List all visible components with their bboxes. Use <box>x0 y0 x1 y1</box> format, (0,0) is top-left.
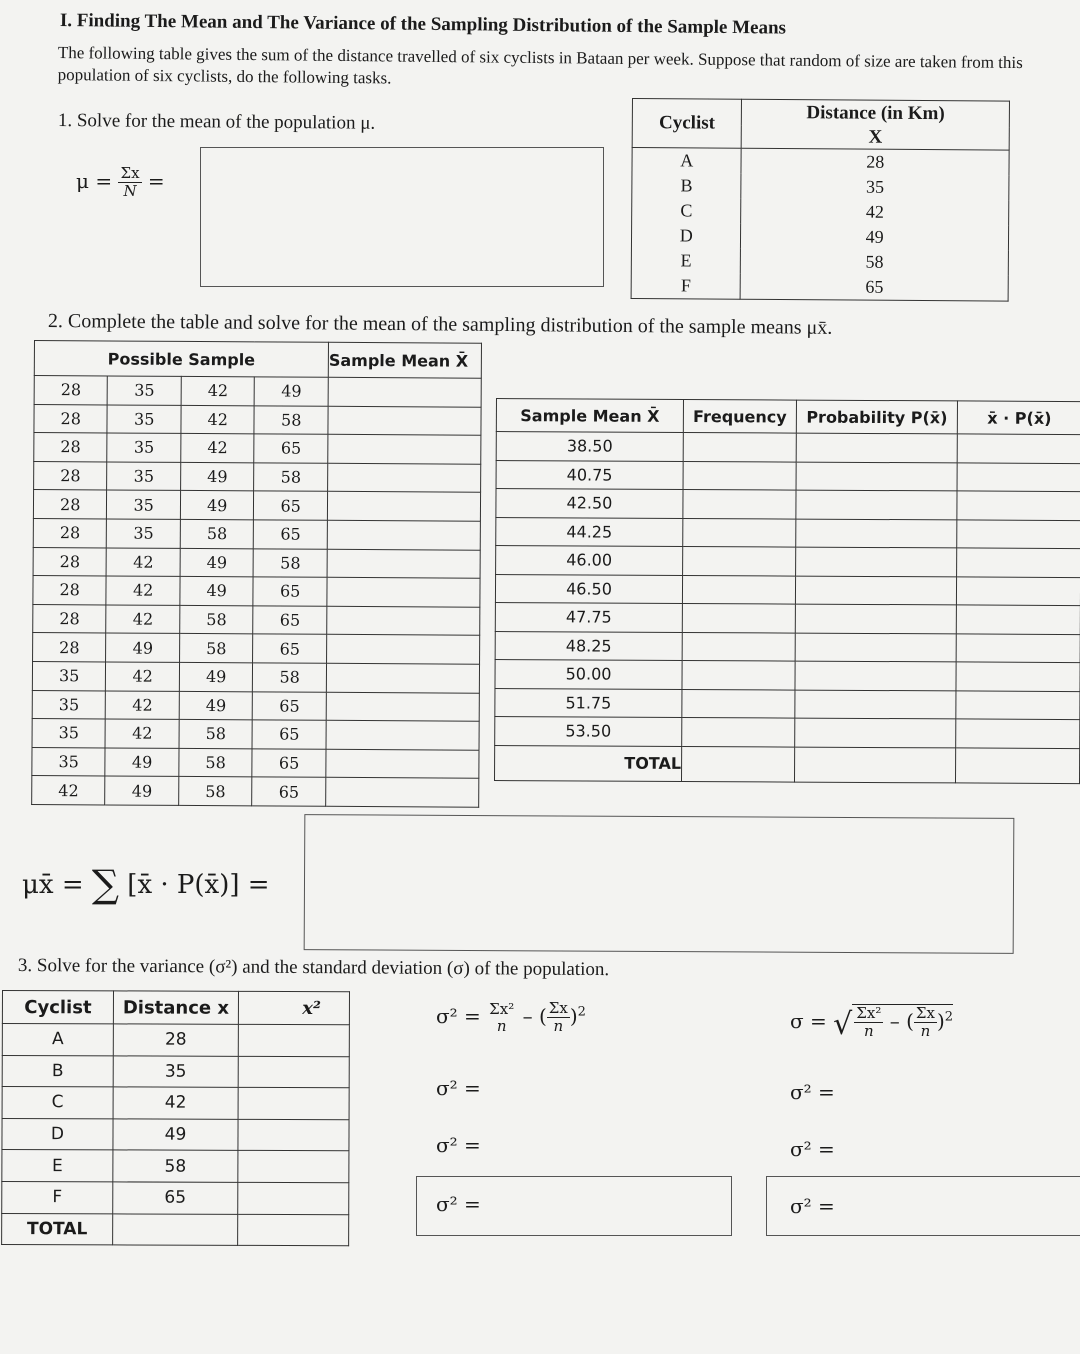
sampling-mean-formula <box>22 862 270 906</box>
fraction-numerator: Σx <box>120 164 140 182</box>
fraction-denominator: n <box>496 1016 507 1035</box>
sample-mean-input[interactable] <box>327 577 480 607</box>
cyclist-cell: A <box>632 148 742 174</box>
probability-input[interactable] <box>795 718 956 747</box>
sample-value-cell: 58 <box>254 548 328 577</box>
sigma-squared-label: σ² = <box>436 1004 481 1028</box>
table-row <box>2 1150 349 1183</box>
fraction-numerator: Σx <box>548 999 568 1017</box>
x-times-p-input[interactable] <box>957 434 1080 463</box>
sum-x-squared-over-n <box>854 1005 883 1040</box>
sample-value-cell: 49 <box>105 748 179 777</box>
x-squared-input[interactable] <box>238 1088 349 1120</box>
question-1: 1. Solve for the mean of the population μ. <box>57 110 376 134</box>
sample-value-cell: 35 <box>107 462 181 491</box>
mu-xbar-label: μx̄ = <box>22 870 84 900</box>
header-distance: Distance (in Km) <box>742 99 1010 127</box>
sample-value-cell: 28 <box>33 547 107 576</box>
sample-mean-input[interactable] <box>327 492 480 522</box>
sample-value-cell: 28 <box>33 490 107 519</box>
probability-input[interactable] <box>795 576 956 605</box>
sample-value-cell: 35 <box>107 490 181 519</box>
sample-mean-cell: 42.50 <box>496 489 683 518</box>
table-row <box>496 546 1080 578</box>
cyclist-cell: E <box>631 248 741 274</box>
frequency-input[interactable] <box>683 489 796 518</box>
x-times-p-input[interactable] <box>956 662 1080 691</box>
distance-cell: 65 <box>740 274 1008 301</box>
distance-cell: 35 <box>741 174 1009 201</box>
frequency-total-input[interactable] <box>681 746 794 782</box>
frequency-input[interactable] <box>682 660 795 689</box>
sample-value-cell: 58 <box>179 748 253 777</box>
samples-body <box>32 376 482 808</box>
cyclist-cell: C <box>2 1087 113 1119</box>
x-times-p-input[interactable] <box>956 690 1080 719</box>
sample-value-cell: 42 <box>106 662 180 691</box>
x-squared-input[interactable] <box>238 1024 349 1056</box>
frequency-body <box>494 432 1080 784</box>
sample-mean-input[interactable] <box>328 434 481 464</box>
sample-mean-input[interactable] <box>326 778 479 808</box>
x-times-p-input[interactable] <box>957 548 1080 577</box>
sample-value-cell: 65 <box>254 434 328 463</box>
minus-sign: – <box>522 1004 533 1028</box>
table-row <box>496 432 1080 464</box>
cyclist-cell: A <box>2 1024 113 1056</box>
mu-symbol: μ <box>76 169 89 193</box>
sample-value-cell: 35 <box>107 433 181 462</box>
sample-value-cell: 49 <box>179 691 253 720</box>
distance-cell: 28 <box>113 1024 238 1056</box>
cyclist-cell: F <box>631 273 741 299</box>
intro-paragraph: The following table gives the sum of the distance travelled of six cyclists in Bataan per week. Suppose that random of size are taken from this population of six cyclists, do the following tasks. <box>57 42 1023 88</box>
table-row <box>2 1055 349 1088</box>
table-row <box>32 719 479 750</box>
x-times-p-input[interactable] <box>957 491 1080 520</box>
header-probability: Probability P(x̄) <box>796 400 957 434</box>
table-row <box>33 633 480 664</box>
sample-value-cell: 58 <box>180 634 254 663</box>
variance-step-1: σ² = <box>436 1076 481 1100</box>
fraction-numerator: Σx <box>915 1004 935 1022</box>
frequency-input[interactable] <box>682 717 795 746</box>
header-cyclist: Cyclist <box>632 99 742 149</box>
exponent: 2 <box>944 1009 954 1025</box>
sample-value-cell: 35 <box>108 376 182 405</box>
header-x-squared: x² <box>238 991 349 1024</box>
table-row <box>631 223 1008 251</box>
x-squared-total-input[interactable] <box>238 1214 349 1246</box>
sample-value-cell: 42 <box>106 690 180 719</box>
distance-cell: 42 <box>741 199 1009 226</box>
total-row <box>2 1213 349 1246</box>
distance-cell: 28 <box>741 148 1009 175</box>
sample-value-cell: 49 <box>180 577 254 606</box>
table-row <box>34 433 481 464</box>
sample-value-cell: 28 <box>33 604 107 633</box>
sum-x-over-n <box>914 1005 937 1040</box>
probability-input[interactable] <box>796 462 957 491</box>
table-row <box>632 198 1009 226</box>
table-row <box>33 576 480 607</box>
sample-mean-cell: 47.75 <box>495 602 682 631</box>
sample-value-cell: 35 <box>32 747 106 776</box>
distance-cell: 58 <box>113 1150 238 1182</box>
sample-value-cell: 58 <box>180 519 254 548</box>
table-row <box>34 404 481 435</box>
square-root-icon: √ <box>833 1007 853 1042</box>
frequency-input[interactable] <box>683 461 796 490</box>
x-times-p-input[interactable] <box>956 633 1080 662</box>
sample-value-cell: 65 <box>252 720 326 749</box>
cyclist-cell: F <box>2 1181 113 1213</box>
table-row <box>33 547 480 578</box>
sample-value-cell: 58 <box>180 605 254 634</box>
table-row <box>34 461 481 492</box>
cyclist-cell: D <box>631 223 741 249</box>
sum-x-squared-over-n <box>487 1001 516 1035</box>
probability-input[interactable] <box>795 661 956 690</box>
equals-sign: = <box>95 169 113 193</box>
frequency-input[interactable] <box>683 518 796 547</box>
x-times-p-input[interactable] <box>956 605 1080 634</box>
table-row <box>2 1087 349 1120</box>
frequency-input[interactable] <box>683 432 796 461</box>
sum-over-n-fraction <box>118 165 141 200</box>
variance-step-2: σ² = <box>436 1133 481 1157</box>
question-2: 2. Complete the table and solve for the mean of the sampling distribution of the sample means μx̄. <box>47 310 833 339</box>
table-row <box>496 460 1080 492</box>
fraction-denominator: n <box>920 1022 931 1040</box>
sample-mean-cell: 48.25 <box>495 631 682 660</box>
header-sample-mean: Sample Mean X̄ <box>328 342 481 378</box>
sample-value-cell: 49 <box>105 776 179 805</box>
sd-step-2: σ² = <box>790 1137 835 1161</box>
total-label: TOTAL <box>494 745 681 781</box>
sample-mean-cell: 40.75 <box>496 460 683 489</box>
header-possible-sample: Possible Sample <box>34 341 328 378</box>
sample-value-cell: 49 <box>180 548 254 577</box>
variance-table <box>1 990 350 1246</box>
sample-value-cell: 65 <box>254 520 328 549</box>
summation-body: [x̄ · P(x̄)] = <box>127 870 270 900</box>
summation-symbol: ∑ <box>91 862 120 906</box>
standard-deviation-formula <box>790 1004 953 1042</box>
sample-value-cell: 49 <box>255 377 329 406</box>
table-row <box>632 173 1009 201</box>
header-frequency: Frequency <box>683 399 796 433</box>
frequency-input[interactable] <box>682 603 795 632</box>
sample-value-cell: 35 <box>107 519 181 548</box>
sample-value-cell: 28 <box>33 518 107 547</box>
fraction-numerator: Σx² <box>489 999 515 1018</box>
total-row <box>494 745 1079 783</box>
table-row <box>495 716 1080 748</box>
table-row <box>2 1024 349 1057</box>
probability-total-input[interactable] <box>794 747 955 783</box>
probability-input[interactable] <box>796 519 957 548</box>
answer-box-sampling-mean[interactable] <box>304 814 1015 954</box>
probability-input[interactable] <box>796 490 957 519</box>
table-row <box>496 517 1080 549</box>
table-row <box>32 690 479 721</box>
table-row <box>32 661 479 692</box>
distance-cell: 49 <box>741 224 1009 251</box>
sample-value-cell: 58 <box>179 777 253 806</box>
sample-mean-cell: 44.25 <box>496 517 683 546</box>
distance-cell: 65 <box>113 1182 238 1214</box>
equals-sign-2: = <box>147 169 165 193</box>
sample-mean-cell: 53.50 <box>495 716 682 745</box>
sample-value-cell: 28 <box>34 376 108 405</box>
table-row <box>2 1118 349 1151</box>
x-times-p-input[interactable] <box>956 576 1080 605</box>
sample-value-cell: 65 <box>253 577 327 606</box>
sample-value-cell: 35 <box>32 690 106 719</box>
distance-cell: 58 <box>741 249 1009 276</box>
sample-mean-cell: 51.75 <box>495 688 682 717</box>
sample-value-cell: 35 <box>107 405 181 434</box>
sample-value-cell: 28 <box>33 576 107 605</box>
worksheet-title: I. Finding The Mean and The Variance of the Sampling Distribution of the Sample Means <box>59 10 787 39</box>
sample-value-cell: 28 <box>34 404 108 433</box>
frequency-input[interactable] <box>683 546 796 575</box>
sample-mean-input[interactable] <box>326 692 479 722</box>
sample-value-cell: 65 <box>252 777 326 806</box>
sd-step-3: σ² = <box>790 1194 835 1218</box>
table-row <box>34 376 481 407</box>
cyclist-cell: C <box>632 198 742 224</box>
sample-mean-cell: 46.00 <box>496 546 683 575</box>
table-row <box>33 490 480 521</box>
x-times-p-input[interactable] <box>956 719 1080 748</box>
fraction-denominator: n <box>553 1017 564 1035</box>
table-row <box>495 688 1080 720</box>
header-sample-mean: Sample Mean X̄ <box>496 399 683 433</box>
cyclist-cell: E <box>2 1150 113 1182</box>
table-row <box>495 574 1080 606</box>
sample-value-cell: 58 <box>179 720 253 749</box>
probability-input[interactable] <box>796 547 957 576</box>
exponent: 2 <box>577 1004 586 1020</box>
probability-input[interactable] <box>795 633 956 662</box>
population-mean-formula <box>76 165 165 200</box>
sample-value-cell: 35 <box>32 719 106 748</box>
possible-samples-table <box>31 340 482 808</box>
x-times-p-total-input[interactable] <box>955 747 1079 783</box>
sum-x-over-n <box>547 1000 570 1035</box>
sample-value-cell: 28 <box>34 433 108 462</box>
sample-mean-input[interactable] <box>328 463 481 493</box>
sample-mean-cell: 38.50 <box>496 432 683 461</box>
distance-cell: 49 <box>113 1119 238 1151</box>
variance-formula: σ² = Σx² n – ( $\frac{\Sigma x}{n}$ )$^2$ <box>436 999 586 1035</box>
sample-value-cell: 58 <box>254 463 328 492</box>
cyclist-distance-table <box>631 98 1010 302</box>
table-row <box>495 659 1080 691</box>
cyclist-cell: B <box>632 173 742 199</box>
sample-value-cell: 42 <box>181 405 255 434</box>
distance-total-input[interactable] <box>113 1213 238 1245</box>
table-row <box>33 604 480 635</box>
sample-mean-input[interactable] <box>328 377 481 407</box>
fraction-denominator: N <box>123 182 137 200</box>
sample-mean-cell: 50.00 <box>495 659 682 688</box>
distance-cell: 35 <box>113 1055 238 1087</box>
sample-mean-input[interactable] <box>327 549 480 579</box>
sample-value-cell: 65 <box>254 491 328 520</box>
sample-value-cell: 28 <box>33 633 107 662</box>
sigma-label: σ = <box>790 1009 827 1033</box>
table-row <box>32 776 479 807</box>
sample-value-cell: 49 <box>106 633 180 662</box>
fraction-denominator: n <box>863 1022 874 1040</box>
table-row <box>631 273 1008 301</box>
radicand: $\frac{\text{Σx²}}{n}$ – ( $\frac{\Sigma x}{n}$ )$^2$ <box>852 1004 953 1040</box>
sample-value-cell: 49 <box>181 462 255 491</box>
variance-step-3: σ² = <box>436 1192 481 1216</box>
sample-mean-input[interactable] <box>328 406 481 436</box>
sample-value-cell: 65 <box>252 749 326 778</box>
sample-value-cell: 42 <box>105 719 179 748</box>
table-row <box>495 631 1080 663</box>
sample-mean-input[interactable] <box>326 720 479 750</box>
answer-box-population-mean[interactable] <box>200 147 604 287</box>
sample-value-cell: 42 <box>181 434 255 463</box>
x-squared-input[interactable] <box>238 1056 349 1088</box>
sample-value-cell: 42 <box>181 376 255 405</box>
minus-sign: – <box>889 1009 900 1033</box>
sample-mean-input[interactable] <box>327 606 480 636</box>
variance-body <box>2 1024 350 1246</box>
x-times-p-input[interactable] <box>957 462 1080 491</box>
table-row <box>496 489 1080 521</box>
sample-value-cell: 49 <box>179 662 253 691</box>
sample-value-cell: 42 <box>106 605 180 634</box>
header-distance-x: Distance x <box>113 991 238 1024</box>
x-squared-input[interactable] <box>238 1151 349 1183</box>
sample-value-cell: 58 <box>254 405 328 434</box>
question-3: 3. Solve for the variance (σ²) and the standard deviation (σ) of the population. <box>17 955 610 981</box>
cyclist-cell: D <box>2 1118 113 1150</box>
sample-mean-input[interactable] <box>327 635 480 665</box>
table-row <box>2 1181 349 1214</box>
probability-input[interactable] <box>795 690 956 719</box>
sample-value-cell: 28 <box>34 461 108 490</box>
x-times-p-input[interactable] <box>957 519 1080 548</box>
table-row <box>631 248 1008 276</box>
total-label: TOTAL <box>2 1213 113 1245</box>
probability-input[interactable] <box>796 433 957 462</box>
frequency-input[interactable] <box>682 575 795 604</box>
probability-input[interactable] <box>795 604 956 633</box>
frequency-input[interactable] <box>682 632 795 661</box>
sample-mean-input[interactable] <box>327 520 480 550</box>
sd-step-1: σ² = <box>790 1080 835 1104</box>
sample-value-cell: 65 <box>253 691 327 720</box>
header-cyclist: Cyclist <box>2 991 113 1024</box>
table-row <box>33 518 480 549</box>
sample-mean-cell: 46.50 <box>495 574 682 603</box>
cyclist-cell: B <box>2 1055 113 1087</box>
sample-value-cell: 42 <box>106 576 180 605</box>
table-row <box>632 148 1009 176</box>
sample-value-cell: 65 <box>253 634 327 663</box>
frequency-input[interactable] <box>682 689 795 718</box>
distance-cell: 42 <box>113 1087 238 1119</box>
frequency-table <box>494 398 1080 784</box>
header-x: X <box>742 126 1010 150</box>
sample-value-cell: 42 <box>32 776 106 805</box>
sample-value-cell: 35 <box>32 661 106 690</box>
table-row <box>32 747 479 778</box>
sample-mean-input[interactable] <box>326 663 479 693</box>
sample-value-cell: 49 <box>180 491 254 520</box>
header-x-times-p: x̄ · P(x̄) <box>957 401 1080 435</box>
sample-value-cell: 65 <box>253 606 327 635</box>
x-squared-input[interactable] <box>238 1182 349 1214</box>
table-row <box>495 602 1080 634</box>
sample-value-cell: 42 <box>107 548 181 577</box>
sample-value-cell: 58 <box>253 663 327 692</box>
x-squared-input[interactable] <box>238 1119 349 1151</box>
sample-mean-input[interactable] <box>326 749 479 779</box>
fraction-numerator: Σx² <box>856 1004 882 1022</box>
